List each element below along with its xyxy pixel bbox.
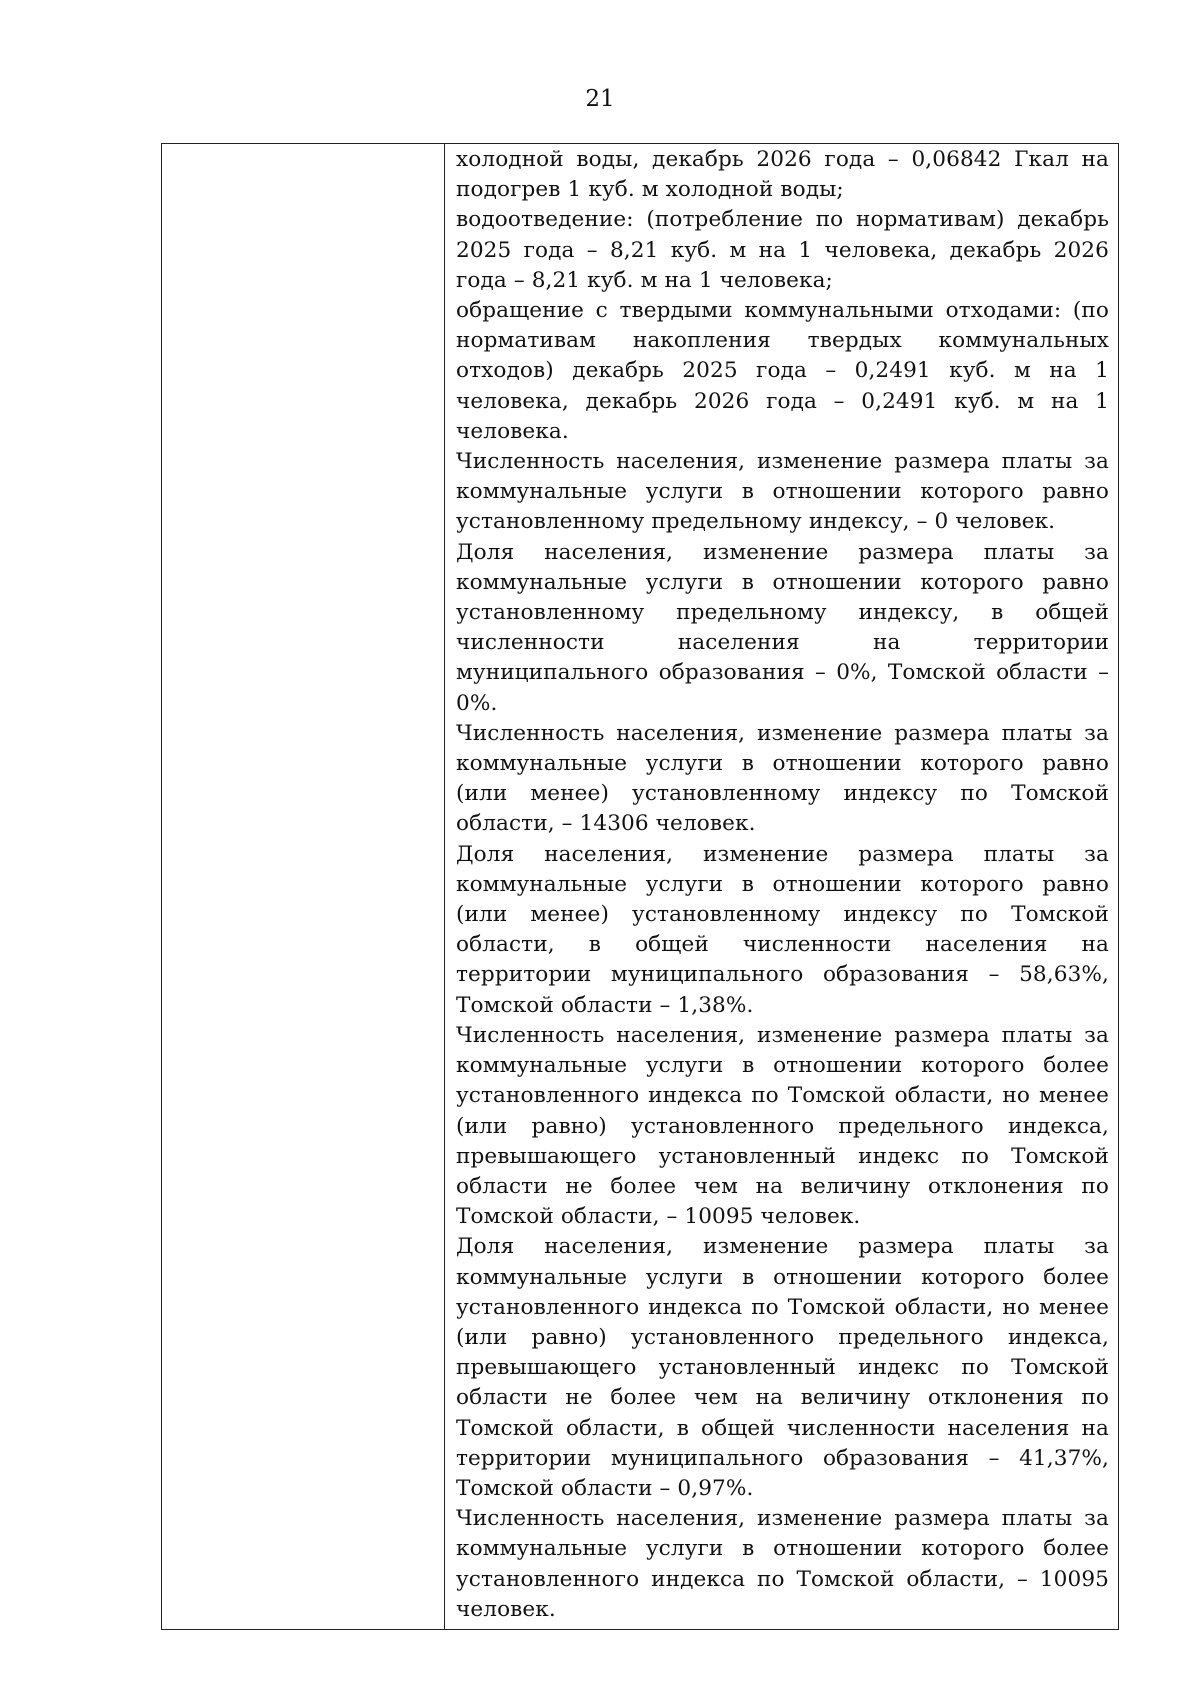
paragraph: Численность населения, изменение размера платы за коммунальные услуги в отношении которого равно (или менее) установленному индексу по Томской области, – 14306 человек. [456, 720, 1109, 837]
paragraph: холодной воды, декабрь 2026 года – 0,06842 Гкал на подогрев 1 куб. м холодной воды; [456, 147, 1109, 203]
table-row [162, 144, 1119, 1630]
paragraph: Доля населения, изменение размера платы за коммунальные услуги в отношении которого равно установленному предельному индексу, в общей численности населения на территории муниципального образования – 0%, Томской области – 0%. [456, 539, 1109, 716]
left-column-cell [162, 144, 445, 1630]
right-column-cell [445, 144, 1119, 1630]
content-table [161, 143, 1119, 1630]
paragraph: Доля населения, изменение размера платы за коммунальные услуги в отношении которого равно (или менее) установленному индексу по Томской области, в общей численности населения на территории муниципального образования – 58,63%, Томской области – 1,38%. [456, 841, 1109, 1018]
paragraph: Численность населения, изменение размера платы за коммунальные услуги в отношении которого равно установленному предельному индексу, – 0 человек. [456, 449, 1109, 535]
paragraph: Доля населения, изменение размера платы за коммунальные услуги в отношении которого более установленного индекса по Томской области, но менее (или равно) установленного предельного индекса, превышающего установленный индекс по Томской области не более чем на величину отклонения по Томской области, в общей численности населения на территории муниципального образования – 41,37%, Томской области – 0,97%. [456, 1234, 1109, 1501]
paragraph: Численность населения, изменение размера платы за коммунальные услуги в отношении которого более установленного индекса по Томской области, – 10095 человек. [456, 1506, 1109, 1622]
paragraph: обращение с твердыми коммунальными отходами: (по нормативам накопления твердых коммунальных отходов) декабрь 2025 года – 0,2491 куб. м на 1 человека, декабрь 2026 года – 0,2491 куб. м на 1 человека. [456, 298, 1109, 444]
paragraph: Численность населения, изменение размера платы за коммунальные услуги в отношении которого более установленного индекса по Томской области, но менее (или равно) установленного предельного индекса, превышающего установленный индекс по Томской области не более чем на величину отклонения по Томской области, – 10095 человек. [456, 1022, 1109, 1230]
page-number: 21 [585, 86, 615, 112]
paragraph: водоотведение: (потребление по нормативам) декабрь 2025 года – 8,21 куб. м на 1 человека, декабрь 2026 года – 8,21 куб. м на 1 человека; [456, 207, 1109, 293]
